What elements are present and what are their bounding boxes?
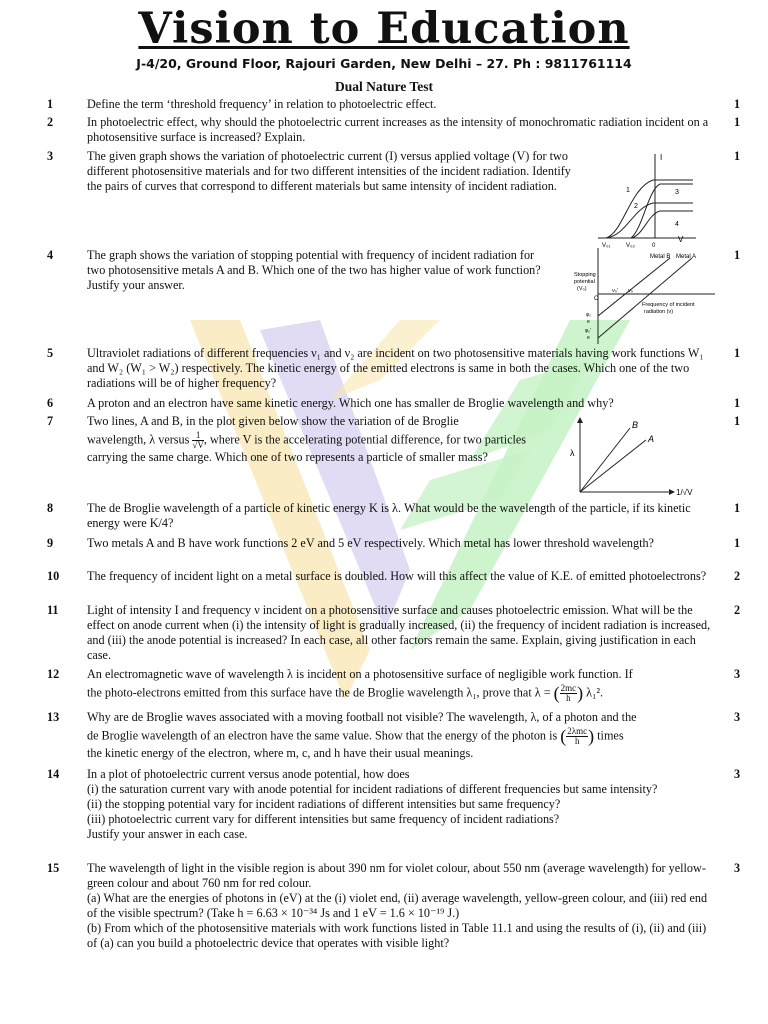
y-label-3: (V₀) [577, 286, 587, 292]
curve-label-4: 4 [675, 221, 679, 228]
question-marks: 1 [734, 501, 741, 515]
question-marks: 1 [734, 97, 741, 111]
origin-label: O [594, 296, 599, 302]
question-number: 7 [47, 414, 54, 428]
question-text: Ultraviolet radiations of different frequencies ν₁ and ν₂ are incident on two photosensitive materials having work functions W₁ and W₂ (W₁ > W₂) respectively. The kinetic energy of the emitted electrons is same in both the cases. Which one of the two radiations will be of higher frequency? [87, 346, 704, 390]
question-text-line: Two lines, A and B, in the plot given below show the variation of de Broglie [87, 414, 459, 428]
question-text [87, 767, 712, 842]
question-line: (i) the saturation current vary with anode potential for incident radiations of different frequencies but same intensity? [87, 782, 658, 796]
question-number: 13 [47, 710, 60, 724]
question-marks: 3 [734, 767, 741, 781]
question-marks: 1 [734, 115, 741, 129]
question-number: 5 [47, 346, 54, 360]
y-label-2: potential [574, 279, 595, 285]
x-axis-arrow [669, 489, 675, 495]
question-text-inline: wavelength, λ versus [87, 432, 190, 447]
question-marks: 1 [734, 414, 741, 428]
question-marks: 2 [734, 603, 741, 617]
curve-label-1: 1 [626, 187, 630, 194]
question-text: The given graph shows the variation of photoelectric current (I) versus applied voltage (V) for two different photosensitive materials and for two different intensities of the incident radiation. Identify the pairs of curves that correspond to different materials but same intensity of incident radiation. [87, 149, 571, 193]
question-marks: 3 [734, 861, 741, 875]
y-axis-label: λ [570, 448, 575, 458]
line-a [580, 440, 646, 492]
question-text: Light of intensity I and frequency ν incident on a photosensitive surface and causes photoelectric emission. What will be the effect on anode current when (i) the intensity of light is gradually increased, (ii) the frequency of incident radiation is increased, and (iii) the anode potential is increased? In each case, all other factors remain the same. Explain, giving justification in each case. [87, 603, 711, 662]
question-text-line: the kinetic energy of the electron, where m, c, and h have their usual meanings. [87, 746, 474, 760]
question-text-inline: λ₁². [586, 685, 604, 700]
graph-current-vs-voltage [598, 148, 708, 248]
question-text: The de Broglie wavelength of a particle of kinetic energy K is λ. What would be the wavelength of the particle, if its kinetic energy were K/4? [87, 501, 691, 530]
x-label-2: radiation (ν) [644, 309, 674, 315]
institute-address: J-4/20, Ground Floor, Rajouri Garden, New Delhi – 27. Ph : 9811761114 [136, 56, 632, 71]
tick-nu0: ν₀ [628, 288, 634, 294]
tick-v02: V₀₂ [626, 243, 635, 248]
question-number: 15 [47, 861, 60, 875]
question-marks: 3 [734, 667, 741, 681]
question-number: 14 [47, 767, 60, 781]
graph-wavelength-vs-inverse-root-v [566, 414, 706, 496]
question-line: In a plot of photoelectric current versus anode potential, how does [87, 767, 410, 781]
institute-title: Vision to Education [138, 4, 630, 54]
question-marks: 1 [734, 396, 741, 410]
question-text: The graph shows the variation of stopping potential with frequency of incident radiation for two photosensitive metals A and B. Which one of the two has higher value of work function? Justify your answer. [87, 248, 541, 292]
question-marks: 3 [734, 710, 741, 724]
question-number: 12 [47, 667, 60, 681]
question-number: 11 [47, 603, 59, 617]
label-metal-b: Metal B [650, 254, 671, 260]
question-line: (ii) the stopping potential vary for incident radiations of different intensities but same frequency? [87, 797, 561, 811]
fraction-one-over-root-v: $\frac{1}{√V}$ [192, 430, 204, 450]
fraction-2mc-over-h: $\frac{2mc}{h}$ [560, 683, 577, 703]
question-text: Two metals A and B have work functions 2 eV and 5 eV respectively. Which metal has lower threshold wavelength? [87, 536, 654, 550]
curve-label-2: 2 [634, 203, 638, 210]
question-text [87, 861, 712, 951]
question-number: 4 [47, 248, 54, 262]
question-number: 3 [47, 149, 54, 163]
curve-1 [606, 180, 693, 238]
question-line: (a) What are the energies of photons in (eV) at the (i) violet end, (ii) average wavelength, yellow-green colour, and (iii) red end of the visible spectrum? (Take h = 6.63 × 10⁻³⁴ Js and 1 eV = 1.6 × 10⁻¹⁹ J.) [87, 891, 708, 920]
question-text: A proton and an electron have same kinetic energy. Which one has smaller de Broglie wavelength and why? [87, 396, 614, 410]
question-number: 2 [47, 115, 54, 129]
curve-4 [631, 211, 693, 238]
question-text: The frequency of incident light on a metal surface is doubled. How will this affect the value of K.E. of emitted photoelectrons? [87, 569, 707, 583]
page-header [0, 6, 768, 71]
test-title: Dual Nature Test [334, 79, 433, 94]
question-number: 1 [47, 97, 54, 111]
question-text: Why are de Broglie waves associated with a moving football not visible? The wavelength, λ, of a photon and the de Broglie wavelength of an electron have the same value. Show that the energy of the photon is ( $\frac{\text{2λmc}}{h}$ ) times the kinetic energy of the electron, where m, c, and h have their usual meanings. [87, 710, 717, 761]
label-b: B [632, 420, 639, 430]
question-number: 9 [47, 536, 54, 550]
line-metal-a [598, 258, 692, 338]
y-axis-label: I [660, 153, 663, 162]
y-label-1: Stopping [574, 272, 596, 278]
tick-phi0-prime-e: e [587, 335, 590, 341]
tick-v01: V₀₁ [602, 243, 611, 248]
fraction-2lambda-mc-over-h: $\frac{\text{2λmc}}{h}$ [567, 726, 588, 746]
question-text-line: An electromagnetic wave of wavelength λ is incident on a photosensitive surface of negligible work function. If [87, 667, 633, 681]
question-text [87, 414, 557, 465]
question-text-inline: , where V is the accelerating potential difference, for two particles carrying the same charge. Which one of two represents a particle of smaller mass? [87, 432, 527, 464]
question-line: (b) From which of the photosensitive materials with work functions listed in Table 11.1 and using the results of (i), (ii) and (iii) of (a) can you build a photoelectric device that operates with visible light? [87, 921, 707, 950]
tick-origin: 0 [652, 243, 656, 248]
question-marks: 1 [734, 536, 741, 550]
y-axis-arrow [577, 417, 583, 423]
label-metal-a: Metal A [676, 254, 697, 260]
question-marks: 1 [734, 149, 741, 163]
question-number: 10 [47, 569, 60, 583]
question-text: In photoelectric effect, why should the photoelectric current increases as the intensity of monochromatic radiation incident on a photosensitive surface is increased? Explain. [87, 115, 709, 144]
curve-label-3: 3 [675, 189, 679, 196]
question-marks: 1 [734, 248, 741, 262]
question-text: An electromagnetic wave of wavelength λ is incident on a photosensitive surface of negligible work function. If the photo-electrons emitted from this surface have the de Broglie wavelength λ₁, prove that λ = ( $\frac{2mc}{h}$ ) λ₁². [87, 667, 717, 703]
tick-phi0-prime: φ₀' [585, 328, 592, 334]
question-number: 6 [47, 396, 54, 410]
tick-phi0: φ₀ [586, 312, 592, 318]
tick-phi0-e: e [587, 319, 590, 325]
question-marks: 2 [734, 569, 741, 583]
question-text-inline: the photo-electrons emitted from this surface have the de Broglie wavelength λ₁, prove that λ = [87, 685, 551, 700]
x-axis-label: 1/√V [676, 488, 693, 496]
question-line: Justify your answer in each case. [87, 827, 248, 841]
curve-2 [606, 203, 693, 238]
question-text-inline: de Broglie wavelength of an electron have the same value. Show that the energy of the photon is [87, 728, 558, 743]
graph-stopping-potential [572, 248, 717, 346]
question-text-line: Why are de Broglie waves associated with a moving football not visible? The wavelength, λ, of a photon and the [87, 710, 637, 724]
question-marks: 1 [734, 346, 741, 360]
x-label-1: Frequency of incident [642, 302, 695, 308]
extension-b [598, 294, 625, 316]
question-number: 8 [47, 501, 54, 515]
x-axis-label: V [678, 235, 684, 244]
question-text: Define the term ‘threshold frequency’ in relation to photoelectric effect. [87, 97, 437, 111]
tick-nu0-prime: ν₀' [612, 288, 619, 294]
question-line: The wavelength of light in the visible region is about 390 nm for violet colour, about 550 nm (average wavelength) for yellow-green colour and about 760 nm for red colour. [87, 861, 706, 890]
question-text-inline: times [597, 728, 624, 743]
line-b [580, 428, 630, 492]
question-line: (iii) photoelectric current vary for different intensities but same frequency of incident radiations? [87, 812, 560, 826]
label-a: A [648, 434, 655, 444]
